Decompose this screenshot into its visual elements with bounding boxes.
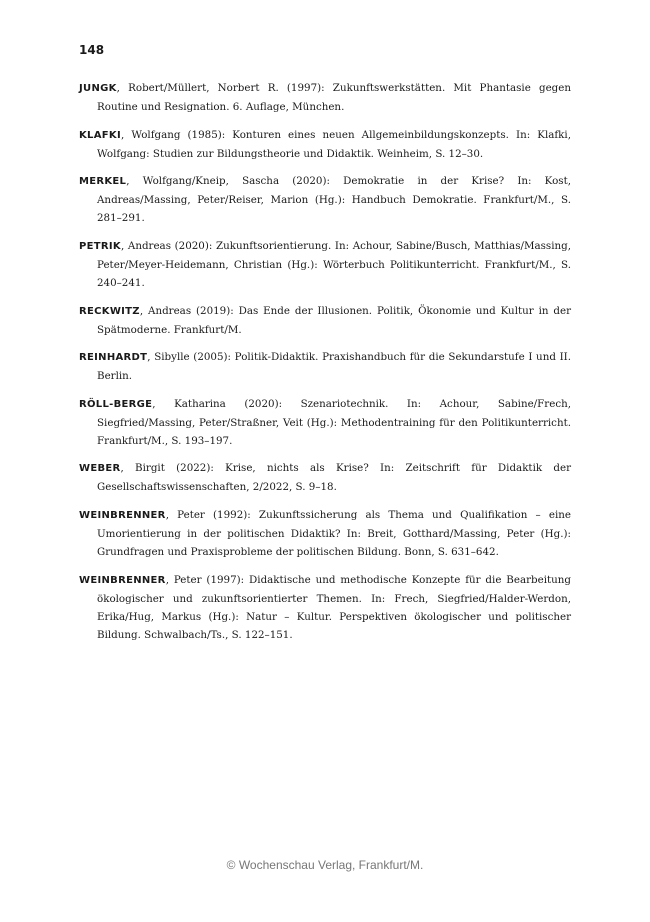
reference-entry bbox=[79, 459, 571, 496]
reference-entry bbox=[79, 172, 571, 227]
reference-text: , Katharina (2020): Szenariotechnik. In: Achour, Sabine/Frech, Siegfried/Massing, Peter/Straßner, Veit (Hg.): Methodentraining für den Politikunterricht. Frankfurt/M., S. 193–197. bbox=[97, 397, 571, 447]
reference-entry bbox=[79, 237, 571, 292]
page-number: 148 bbox=[79, 43, 105, 57]
reference-text: , Wolfgang/Kneip, Sascha (2020): Demokratie in der Krise? In: Kost, Andreas/Massing, Peter/Reiser, Marion (Hg.): Handbuch Demokratie. Frankfurt/M., S. 281–291. bbox=[97, 175, 571, 225]
reference-text: , Sibylle (2005): Politik-Didaktik. Praxishandbuch für die Sekundarstufe I und II. Berlin. bbox=[97, 351, 571, 383]
reference-author: WEBER bbox=[79, 463, 121, 475]
reference-entry bbox=[79, 79, 571, 116]
reference-author: RECKWITZ bbox=[79, 305, 140, 317]
reference-entry bbox=[79, 506, 571, 561]
reference-entry bbox=[79, 395, 571, 450]
reference-author: MERKEL bbox=[79, 176, 127, 188]
reference-text: , Peter (1997): Didaktische und methodische Konzepte für die Bearbeitung ökologischer und zukunftsorientierter Themen. In: Frech, Siegfried/Halder-Werdon, Erika/Hug, Markus (Hg.): Natur – Kultur. Perspektiven ökologischer und politischer Bildung. Schwalbach/Ts., S. 122–151. bbox=[97, 573, 571, 641]
reference-author: REINHARDT bbox=[79, 352, 148, 364]
reference-entry bbox=[79, 571, 571, 644]
copyright-footer: © Wochenschau Verlag, Frankfurt/M. bbox=[226, 858, 424, 872]
reference-text: , Andreas (2019): Das Ende der Illusionen. Politik, Ökonomie und Kultur in der Spätmoderne. Frankfurt/M. bbox=[97, 304, 571, 336]
reference-entry bbox=[79, 302, 571, 339]
reference-author: KLAFKI bbox=[79, 129, 121, 141]
reference-entry bbox=[79, 126, 571, 163]
reference-entry bbox=[79, 348, 571, 385]
reference-text: , Andreas (2020): Zukunftsorientierung. In: Achour, Sabine/Busch, Matthias/Massing, Peter/Meyer-Heidemann, Christian (Hg.): Wörterbuch Politikunterricht. Frankfurt/M., S. 240–241. bbox=[97, 239, 571, 290]
reference-author: PETRIK bbox=[79, 240, 121, 252]
reference-list bbox=[79, 79, 571, 653]
reference-text: , Birgit (2022): Krise, nichts als Krise? In: Zeitschrift für Didaktik der Gesellschaftswissenschaften, 2/2022, S. 9–18. bbox=[97, 462, 571, 494]
reference-text: , Wolfgang (1985): Konturen eines neuen Allgemeinbildungskonzepts. In: Klafki, Wolfgang: Studien zur Bildungstheorie und Didaktik. Weinheim, S. 12–30. bbox=[97, 128, 571, 160]
reference-author: WEINBRENNER bbox=[79, 574, 166, 586]
reference-text: , Peter (1992): Zukunftssicherung als Thema und Qualifikation – eine Umorientierung in der politischen Didaktik? In: Breit, Gotthard/Massing, Peter (Hg.): Grundfragen und Praxisprobleme der politischen Bildung. Bonn, S. 631–642. bbox=[97, 508, 571, 559]
reference-text: , Robert/Müllert, Norbert R. (1997): Zukunftswerkstätten. Mit Phantasie gegen Routine und Resignation. 6. Auflage, München. bbox=[97, 82, 571, 114]
reference-author: JUNGK bbox=[79, 83, 117, 94]
reference-author: RÖLL-BERGE bbox=[79, 398, 153, 410]
reference-author: WEINBRENNER bbox=[79, 509, 166, 521]
